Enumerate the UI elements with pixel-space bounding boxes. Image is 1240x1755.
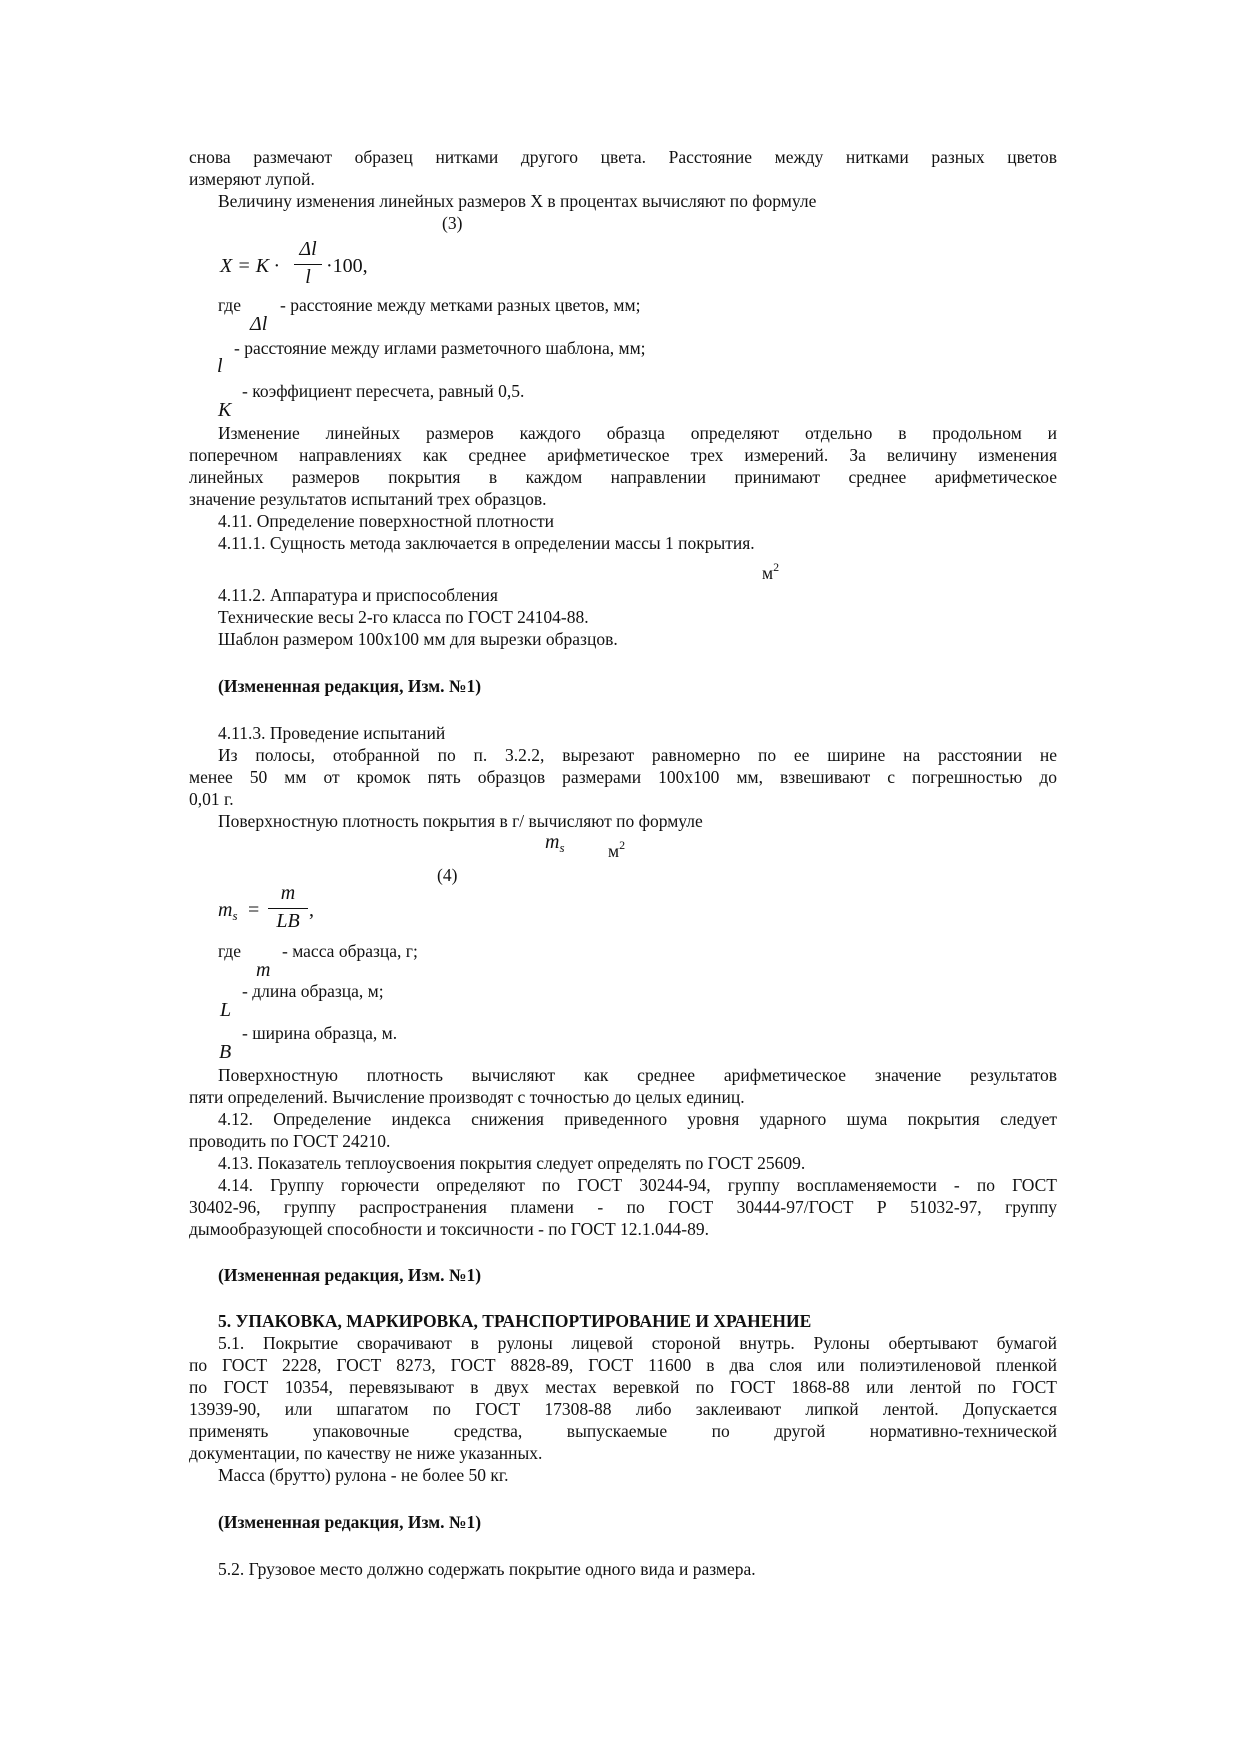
- formula-denominator: LB: [276, 910, 300, 932]
- text-line: 0,01 г.: [189, 789, 234, 809]
- unit-m: м: [608, 841, 620, 861]
- text-line: применять упаковочные средства, выпускаемые по другой нормативно-технической: [189, 1421, 1057, 1441]
- text-line: Поверхностную плотность вычисляют как среднее арифметическое значение результатов: [218, 1065, 1057, 1085]
- text-line: 30402-96, группу распространения пламени - по ГОСТ 30444-97/ГОСТ Р 51032-97, группу: [189, 1197, 1057, 1217]
- text-line: 4.13. Показатель теплоусвоения покрытия следует определять по ГОСТ 25609.: [218, 1153, 806, 1173]
- formula-numerator: m: [280, 882, 296, 904]
- section-heading-4-11-3: 4.11.3. Проведение испытаний: [218, 723, 446, 743]
- section-heading-4-11-2: 4.11.2. Аппаратура и приспособления: [218, 585, 498, 605]
- formula-lhs: [218, 898, 238, 928]
- text-line: Изменение линейных размеров каждого образца определяют отдельно в продольном и: [218, 423, 1057, 443]
- text-line: дымообразующей способности и токсичности - по ГОСТ 12.1.044-89.: [189, 1219, 709, 1239]
- formula-rhs: ·100,: [326, 255, 368, 277]
- text-line: 4.12. Определение индекса снижения приведенного уровня ударного шума покрытия следует: [218, 1109, 1057, 1129]
- unit-m2: [762, 556, 779, 584]
- amendment-note: (Измененная редакция, Изм. №1): [218, 1265, 482, 1285]
- text-line: по ГОСТ 2228, ГОСТ 8273, ГОСТ 8828-89, ГОСТ 11600 в два слоя или полиэтиленовой пленкой: [189, 1355, 1057, 1375]
- symbol-delta-l: Δl: [250, 313, 268, 335]
- equation-number: (4): [437, 865, 458, 885]
- where-text: - ширина образца, м.: [242, 1023, 398, 1043]
- formula-numerator: Δl: [299, 238, 317, 260]
- text-line: Технические весы 2-го класса по ГОСТ 24104-88.: [218, 607, 589, 627]
- text-line: значение результатов испытаний трех образцов.: [189, 489, 547, 509]
- formula-denominator: l: [305, 266, 311, 288]
- where-label: где: [218, 295, 241, 315]
- text-line: документации, по качеству не ниже указанных.: [189, 1443, 543, 1463]
- text-line: измеряют лупой.: [189, 169, 315, 189]
- where-text: - расстояние между метками разных цветов, мм;: [280, 295, 641, 315]
- symbol-k: K: [218, 399, 232, 421]
- text-line: снова размечают образец нитками другого цвета. Расстояние между нитками разных цветов: [189, 147, 1057, 167]
- amendment-note: (Измененная редакция, Изм. №1): [218, 676, 482, 696]
- formula-rhs: ,: [309, 899, 314, 921]
- symbol-m: m: [545, 831, 560, 853]
- text-line: Из полосы, отобранной по п. 3.2.2, вырезают равномерно по ее ширине на расстоянии не: [218, 745, 1057, 765]
- symbol-l: L: [220, 999, 232, 1021]
- text-line: Шаблон размером 100x100 мм для вырезки образцов.: [218, 629, 618, 649]
- subscript-s: s: [559, 840, 565, 855]
- unit-exponent: 2: [773, 560, 780, 574]
- formula-lhs: X = K ·: [220, 255, 280, 277]
- text-line: менее 50 мм от кромок пять образцов размерами 100x100 мм, взвешивают с погрешностью до: [189, 767, 1057, 787]
- text-line: проводить по ГОСТ 24210.: [189, 1131, 391, 1151]
- unit-m: м: [762, 563, 774, 583]
- where-text: - длина образца, м;: [242, 981, 384, 1001]
- subscript-s: s: [232, 908, 238, 923]
- text-line: 13939-90, или шпагатом по ГОСТ 17308-88 либо заклеивают липкой лентой. Допускается: [189, 1399, 1057, 1419]
- text-line: Поверхностную плотность покрытия в г/ вычисляют по формуле: [218, 811, 703, 831]
- fraction-bar: [268, 908, 308, 909]
- where-text: - масса образца, г;: [282, 941, 418, 961]
- where-text: - расстояние между иглами разметочного шаблона, мм;: [234, 338, 646, 358]
- symbol-m: m: [256, 959, 271, 981]
- amendment-note: (Измененная редакция, Изм. №1): [218, 1512, 482, 1532]
- text-line: линейных размеров покрытия в каждом направлении принимают среднее арифметическое: [189, 467, 1057, 487]
- symbol-ms: [545, 830, 565, 860]
- where-text: - коэффициент пересчета, равный 0,5.: [242, 381, 525, 401]
- symbol-b: B: [219, 1041, 232, 1063]
- text-line: по ГОСТ 10354, перевязывают в двух местах веревкой по ГОСТ 1868-88 или лентой по ГОСТ: [189, 1377, 1057, 1397]
- equation-number: (3): [442, 213, 463, 233]
- unit-exponent: 2: [619, 838, 626, 852]
- symbol-l: l: [217, 355, 223, 377]
- text-line: Величину изменения линейных размеров X в процентах вычисляют по формуле: [218, 191, 817, 211]
- equals-sign: =: [248, 899, 260, 921]
- text-line: 4.11.1. Сущность метода заключается в определении массы 1 покрытия.: [218, 533, 755, 553]
- symbol-m: m: [218, 899, 233, 921]
- section-heading-5: 5. УПАКОВКА, МАРКИРОВКА, ТРАНСПОРТИРОВАНИЕ И ХРАНЕНИЕ: [218, 1311, 812, 1331]
- text-line: 5.2. Грузовое место должно содержать покрытие одного вида и размера.: [218, 1559, 756, 1579]
- text-line: поперечном направлениях как среднее арифметическое трех измерений. За величину изменения: [189, 445, 1057, 465]
- section-heading-4-11: 4.11. Определение поверхностной плотности: [218, 511, 555, 531]
- where-label: где: [218, 941, 241, 961]
- text-line: пяти определений. Вычисление производят с точностью до целых единиц.: [189, 1087, 745, 1107]
- text-line: 5.1. Покрытие сворачивают в рулоны лицевой стороной внутрь. Рулоны обертывают бумагой: [218, 1333, 1057, 1353]
- text-line: Масса (брутто) рулона - не более 50 кг.: [218, 1465, 509, 1485]
- unit-m2: [608, 834, 625, 862]
- text-line: 4.14. Группу горючести определяют по ГОСТ 30244-94, группу воспламеняемости - по ГОСТ: [218, 1175, 1057, 1195]
- fraction-bar: [294, 264, 322, 265]
